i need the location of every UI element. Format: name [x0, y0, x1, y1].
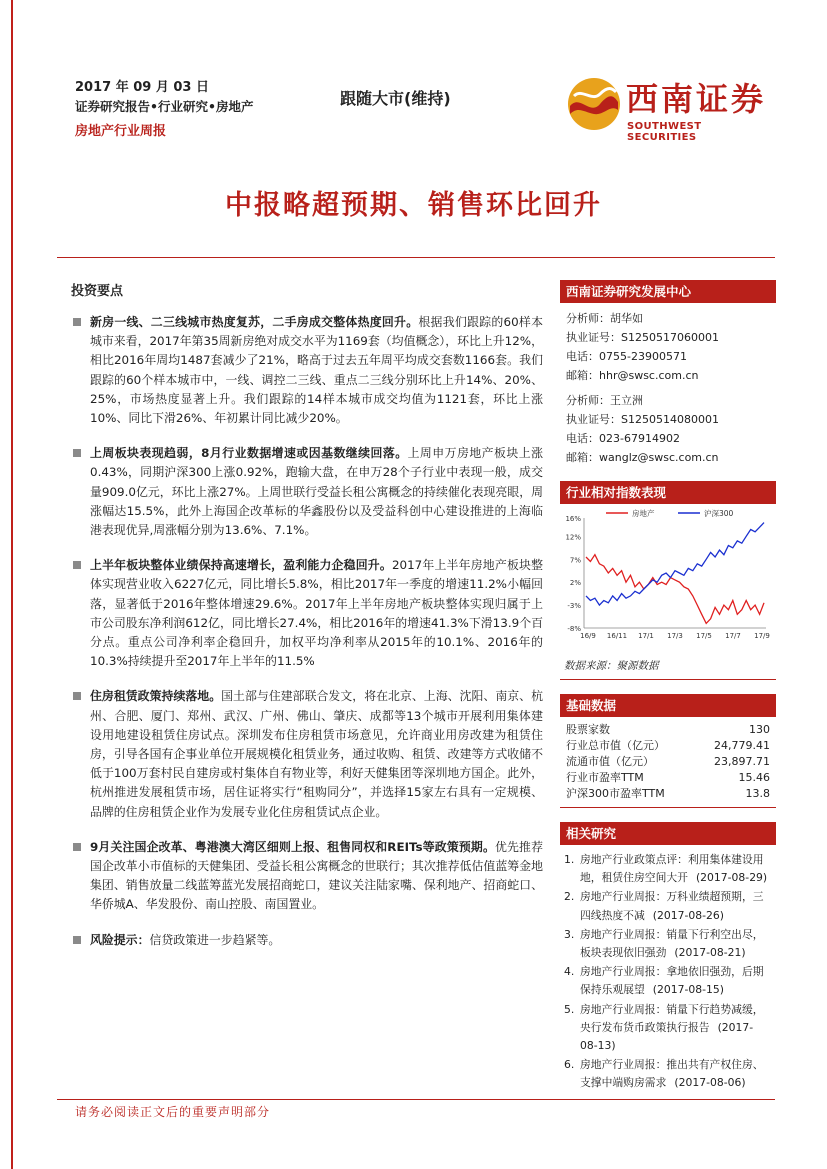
- bullet-lead: 上半年板块整体业绩保持高速增长，盈利能力企稳回升。: [90, 558, 392, 573]
- table-row: [560, 753, 776, 769]
- logo-english-name: SOUTHWEST SECURITIES: [627, 121, 702, 143]
- bullet-lead: 9月关注国企改革、粤港澳大湾区细则上报、租售同权和REITs等政策预期。: [90, 839, 495, 854]
- bullet-item: [71, 838, 543, 915]
- row-label: 沪深300市盈率TTM: [566, 787, 665, 800]
- bullet-item: [71, 444, 543, 540]
- report-title: 房地产行业政策点评：利用集体建设用地，租赁住房空间大开: [580, 853, 764, 885]
- bullet-lead: 上周板块表现趋弱，8月行业数据增速或因基数继续回落。: [90, 446, 408, 461]
- report-date: (2017-08-06): [674, 1076, 746, 1090]
- y-tick-label: -8%: [567, 625, 581, 633]
- item-number: 3.: [564, 927, 575, 941]
- x-tick-label: 16/11: [606, 632, 628, 640]
- table-row: [560, 737, 776, 753]
- report-date: (2017-08-29): [695, 871, 768, 885]
- item-number: 2.: [564, 890, 575, 904]
- basic-data-header: 基础数据: [560, 694, 776, 717]
- report-date: 2017 年 09 月 03 日: [75, 80, 209, 95]
- company-logo: [566, 72, 767, 143]
- y-tick-label: 16%: [565, 515, 581, 523]
- relative-index-chart: [560, 504, 776, 654]
- report-title: 房地产行业周报：万科业绩超预期，三四线热度不减: [580, 890, 764, 922]
- row-value: 13.8: [745, 786, 770, 800]
- bullet-text: 国土部与住建部联合发文，将在北京、上海、沈阳、南京、杭州、合肥、厦门、郑州、武汉、广州、佛山、肇庆、成都等13个城市开展利用集体建设用地建设租赁住房试点。深圳发布住房租赁市场意见，允许商业用房改建为租赁住房，引导各国有企事业单位开展规模化租赁业务，通过收购、租赁、改建等方式收储不低于100万套村民自建房或村集体自有物业等，利好天健集团等深圳地方国企。此外，杭州推进发展租赁市场，居住证将实行“租购同分”，并选择15家左右具有一定规模、品牌的住房租赁企业作为发展专业化住房租赁试点企业。: [90, 689, 543, 819]
- report-date: (2017-08-21): [674, 946, 746, 960]
- related-report-link[interactable]: [560, 926, 776, 962]
- series-line-real-estate: [586, 555, 764, 624]
- report-title: 房地产行业周报：推出共有产权住房、支撑中端购房需求: [580, 1058, 764, 1090]
- x-tick-label: 17/3: [667, 632, 683, 640]
- bullet-text: 信贷政策进一步趋紧等。: [149, 932, 281, 947]
- y-tick-label: 2%: [569, 579, 581, 588]
- research-center-header: 西南证券研究发展中心: [560, 280, 776, 303]
- chart-section-header: 行业相对指数表现: [560, 481, 776, 504]
- bullet-square-icon: [73, 692, 81, 700]
- x-tick-label: 17/7: [725, 632, 741, 640]
- report-date: (2017-08-13): [580, 1020, 754, 1053]
- bullet-lead: 新房一线、二三线城市热度复苏，二手房成交整体热度回升。: [90, 315, 419, 329]
- bullet-text: 上周申万房地产板块上涨0.43%，同期沪深300上涨0.92%，跑输大盘，在申万28个子行业中表现一般，成交量909.0亿元，环比上涨27%。上周世联行受益长租公寓概念的持续催化表现亮眼，周涨幅达15.5%，此外上海国企改革标的华鑫股份以及受益科创中心建设推进的上海临港表现优异,周涨幅分别为13.6%、7.1%。: [90, 446, 543, 538]
- related-report-link[interactable]: [560, 851, 776, 887]
- x-tick-label: 17/5: [696, 632, 712, 640]
- analyst-phone: 电话：023-67914902: [566, 432, 680, 445]
- y-tick-label: 12%: [565, 533, 581, 542]
- item-number: 5.: [564, 1002, 575, 1016]
- item-number: 1.: [564, 853, 575, 866]
- row-label: 行业市盈率TTM: [566, 771, 644, 784]
- legend-label: 房地产: [632, 509, 655, 518]
- analyst-phone: 电话：0755-23900571: [566, 350, 687, 363]
- analyst-cert: 执业证号：S1250514080001: [566, 413, 719, 426]
- analyst-email[interactable]: 邮箱：hhr@swsc.com.cn: [566, 369, 699, 382]
- bullet-square-icon: [73, 561, 81, 569]
- legend-label: 沪深300: [704, 509, 734, 518]
- bullet-item: [71, 931, 543, 950]
- item-number: 6.: [564, 1058, 575, 1072]
- related-report-link[interactable]: [560, 1001, 776, 1056]
- report-title: 房地产行业周报：拿地依旧强劲，后期保持乐观展望: [580, 965, 764, 997]
- bullet-lead: 住房租赁政策持续落地。: [90, 689, 222, 704]
- related-report-link[interactable]: [560, 888, 776, 924]
- report-type: 房地产行业周报: [75, 124, 167, 139]
- margin-red-line: [11, 0, 13, 1169]
- x-tick-label: 16/9: [580, 632, 596, 640]
- row-value: 24,779.41: [714, 738, 770, 752]
- analyst-email[interactable]: 邮箱：wanglz@swsc.com.cn: [566, 451, 719, 464]
- logo-chinese-name: 西南证券: [626, 80, 767, 118]
- report-title: 房地产行业周报：销量下行利空出尽，板块表现依旧强劲: [580, 927, 764, 960]
- bullet-square-icon: [73, 318, 81, 326]
- analyst-name: 分析师：胡华如: [566, 312, 643, 325]
- related-report-link[interactable]: [560, 1056, 776, 1092]
- series-line-csi300: [586, 523, 764, 606]
- row-value: 15.46: [738, 770, 770, 784]
- bullet-item: [71, 313, 543, 428]
- investment-highlights: [71, 280, 543, 966]
- row-label: 股票家数: [566, 723, 610, 736]
- bullet-text: 2017年上半年房地产板块整体实现营业收入6227亿元，同比增长5.8%，相比2017年一季度的增速11.2%小幅回落，显著低于2016年整体增速29.6%。2017年上半年房地产板块整体实现归属于上市公司股东净利润612亿，同比增长27.4%，相比2016年的增速41.3%下滑13.9个百分点。重点公司净利率企稳回升，加权平均净利率从2015年的10.1%、2016年的10.3%持续提升至2017年上半年的11.5%: [90, 558, 543, 669]
- chart-source: 数据来源：聚源数据: [564, 660, 659, 672]
- sidebar: [560, 280, 776, 1094]
- related-report-link[interactable]: [560, 963, 776, 999]
- bullet-lead: 风险提示：: [90, 932, 150, 947]
- row-value: 23,897.71: [714, 754, 770, 768]
- item-number: 4.: [564, 965, 575, 979]
- table-row: [560, 785, 776, 801]
- y-tick-label: -3%: [567, 602, 581, 611]
- bullet-item: [71, 687, 543, 821]
- report-date: (2017-08-26): [652, 908, 724, 922]
- y-tick-label: 7%: [569, 556, 581, 565]
- section-title: 投资要点: [71, 284, 124, 299]
- x-tick-label: 17/1: [638, 632, 654, 640]
- analyst-cert: 执业证号：S1250517060001: [566, 331, 719, 344]
- basic-data-table: [560, 721, 776, 801]
- page-title: 中报略超预期、销售环比回升: [225, 190, 602, 221]
- bullet-square-icon: [73, 936, 81, 944]
- row-label: 流通市值（亿元）: [566, 755, 654, 768]
- footer-divider: [57, 1099, 775, 1100]
- bullet-item: [71, 556, 543, 671]
- bullet-square-icon: [73, 449, 81, 457]
- bullet-text: 根据我们跟踪的60样本城市来看，2017年第35周新房绝对成交水平为1169套（均值概念），环比上升12%，相比2016年周均1487套减少了21%，略高于过去五年周平均成交套数1166套。我们跟踪的60个样本城市中，一线、调控二三线、重点二三线分别环比上升14%、20%、25%，市场热度显著上升。我们跟踪的14样本城市成交均值为1121套，环比上涨10%、同比下滑26%、年初累计同比减少20%。: [90, 315, 543, 426]
- report-date: (2017-08-15): [652, 983, 724, 997]
- bullet-square-icon: [73, 843, 81, 851]
- rating: 跟随大市(维持): [340, 89, 451, 108]
- row-label: 行业总市值（亿元）: [566, 739, 665, 752]
- bullet-text: 优先推荐国企改革小市值标的天健集团、受益长租公寓概念的世联行；其次推荐低估值蓝筹金地集团、销售放量二线蓝筹蓝光发展招商蛇口，建议关注陆家嘴、保利地产、招商蛇口、华侨城A、华发股份、南山控股、南国置业。: [90, 839, 543, 912]
- title-divider: [57, 257, 775, 258]
- report-category: 证券研究报告•行业研究•房地产: [75, 99, 254, 114]
- table-row: [560, 721, 776, 737]
- related-research-header: 相关研究: [560, 822, 776, 845]
- x-tick-label: 17/9: [754, 632, 770, 640]
- row-value: 130: [749, 722, 770, 736]
- chart-svg: [560, 504, 776, 654]
- table-row: [560, 769, 776, 785]
- footer-disclaimer[interactable]: 请务必阅读正文后的重要声明部分: [75, 1105, 271, 1119]
- report-title: 房地产行业周报：销量下行趋势减缓，央行发布货币政策执行报告: [580, 1002, 764, 1034]
- analyst-name: 分析师：王立洲: [566, 394, 643, 407]
- logo-emblem-icon: [566, 76, 622, 132]
